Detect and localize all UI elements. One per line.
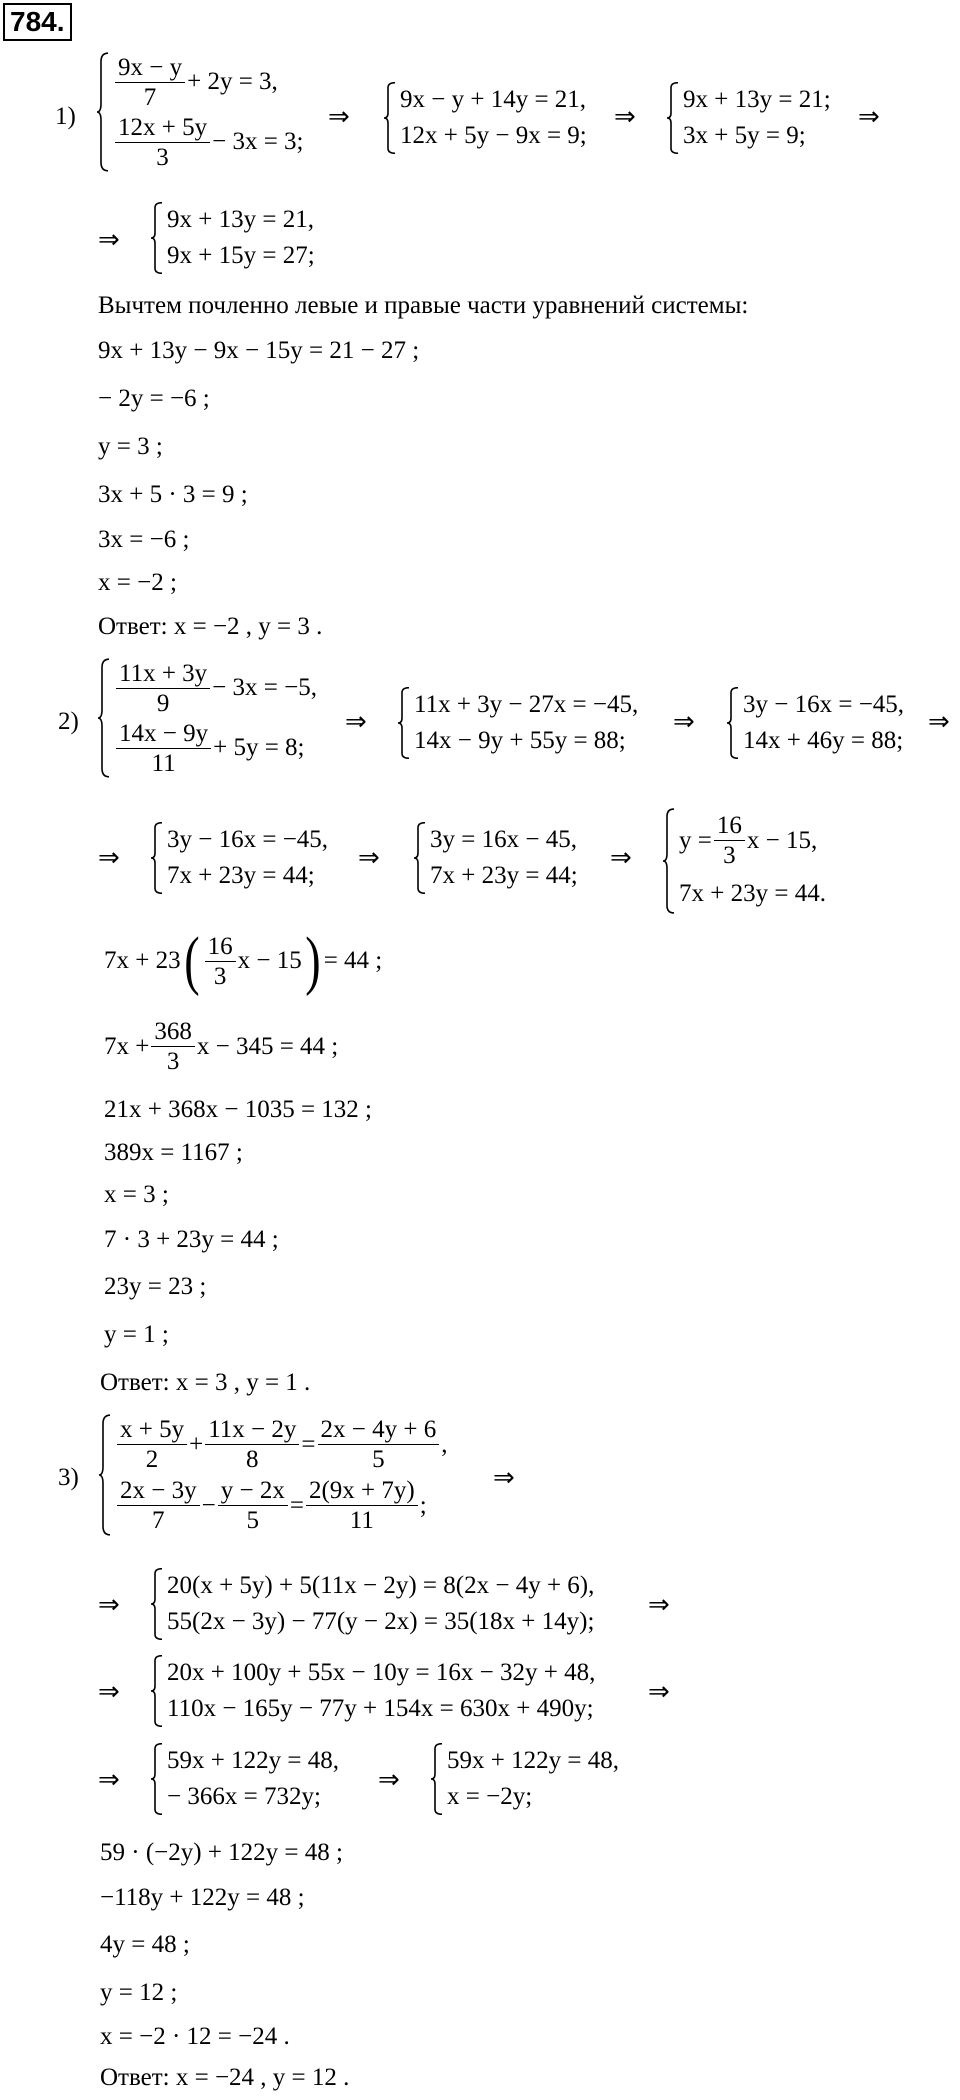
- brace-icon: [98, 1414, 112, 1536]
- brace-icon: [150, 1655, 164, 1727]
- part-2-label: 2): [58, 708, 79, 735]
- implies-arrow: ⇒: [648, 1677, 670, 1707]
- p2-system-1: [97, 658, 317, 778]
- p2-s5-row-2: 7x + 23y = 44;: [430, 862, 578, 889]
- p3-system-2: [150, 1568, 594, 1640]
- p3-s4-row-1: 59x + 122y = 48,: [167, 1747, 339, 1774]
- p2-s3-row-2: 14x + 46y = 88;: [743, 727, 904, 754]
- p1-answer: Ответ: x = −2 , y = 3 .: [98, 613, 323, 640]
- p3-s2-row-1: 20(x + 5y) + 5(11x − 2y) = 8(2x − 4y + 6),: [167, 1572, 595, 1599]
- p1-s1-row-2: 12x + 5y 3 − 3x = 3;: [113, 113, 304, 172]
- p1-step-6: x = −2 ;: [98, 569, 177, 596]
- part-1-label: 1): [55, 103, 76, 130]
- brace-icon: [150, 822, 164, 894]
- p2-system-6: [662, 808, 826, 914]
- p1-step-2: − 2y = −6 ;: [98, 385, 210, 412]
- brace-icon: [97, 658, 111, 778]
- p2-s2-row-1: 11x + 3y − 27x = −45,: [414, 691, 639, 718]
- p1-system-2: [383, 82, 587, 154]
- p2-step-5: 23y = 23 ;: [104, 1273, 207, 1300]
- p1-s4-row-1: 9x + 13y = 21,: [167, 206, 314, 233]
- p1-step-4: 3x + 5 · 3 = 9 ;: [98, 481, 248, 508]
- p3-s4-row-2: − 366x = 732y;: [167, 1783, 321, 1810]
- p1-explanation-text: Вычтем почленно левые и правые части уравнений системы:: [98, 292, 749, 319]
- implies-arrow: ⇒: [98, 1765, 120, 1795]
- implies-arrow: ⇒: [98, 1677, 120, 1707]
- p2-s6-row-1: y = $\frac{16}{3}$ x − 15,: [679, 812, 818, 870]
- brace-icon: [397, 687, 411, 759]
- brace-icon: [150, 1568, 164, 1640]
- implies-arrow: ⇒: [858, 102, 880, 132]
- p1-s4-row-2: 9x + 15y = 27;: [167, 242, 315, 269]
- p2-s1-row-1: 11x + 3y 9 − 3x = −5,: [114, 659, 317, 718]
- p2-answer: Ответ: x = 3 , y = 1 .: [100, 1369, 311, 1396]
- implies-arrow: ⇒: [98, 225, 120, 255]
- p3-system-3: [150, 1655, 595, 1727]
- p3-step-1: 59 · (−2y) + 122y = 48 ;: [100, 1839, 343, 1866]
- p2-s4-row-2: 7x + 23y = 44;: [167, 862, 315, 889]
- implies-arrow: ⇒: [648, 1590, 670, 1620]
- brace-icon: [150, 1743, 164, 1815]
- brace-icon: [662, 808, 676, 914]
- part-3-label: 3): [58, 1464, 79, 1491]
- brace-icon: [726, 687, 740, 759]
- p3-step-5: x = −2 · 12 = −24 .: [100, 2023, 290, 2050]
- p2-eq-1: 7x + 23 ( 16 3 x − 15 ) = 44 ;: [104, 924, 383, 997]
- p2-step-6: y = 1 ;: [104, 1321, 169, 1348]
- p3-s3-row-2: 110x − 165y − 77y + 154x = 630x + 490y;: [167, 1695, 594, 1722]
- implies-arrow: ⇒: [378, 1765, 400, 1795]
- implies-arrow: ⇒: [673, 707, 695, 737]
- p2-system-2: [397, 687, 638, 759]
- p3-step-3: 4y = 48 ;: [100, 1931, 190, 1958]
- p3-answer: Ответ: x = −24 , y = 12 .: [100, 2064, 350, 2091]
- implies-arrow: ⇒: [98, 843, 120, 873]
- p2-step-1: 21x + 368x − 1035 = 132 ;: [104, 1096, 372, 1123]
- p3-s5-row-2: x = −2y;: [447, 1783, 533, 1810]
- p3-system-1: [98, 1414, 447, 1536]
- implies-arrow: ⇒: [358, 843, 380, 873]
- p2-step-2: 389x = 1167 ;: [104, 1139, 243, 1166]
- p1-s1-row-1: 9x − y 7 + 2y = 3,: [113, 53, 304, 112]
- p3-s1-row-2: 2x − 3y 7 − $\frac{y - 2x}{5}$ = $\frac{2(9x + 7y)}{11}$ ;: [115, 1476, 447, 1535]
- brace-icon: [413, 822, 427, 894]
- p3-s5-row-1: 59x + 122y = 48,: [447, 1747, 619, 1774]
- p3-s3-row-1: 20x + 100y + 55x − 10y = 16x − 32y + 48,: [167, 1659, 596, 1686]
- p2-s3-row-1: 3y − 16x = −45,: [743, 691, 905, 718]
- implies-arrow: ⇒: [614, 102, 636, 132]
- p2-eq-2: 7x + $\frac{368}{3}$ x − 345 = 44 ;: [104, 1018, 339, 1075]
- p2-s2-row-2: 14x − 9y + 55y = 88;: [414, 727, 626, 754]
- p2-s4-row-1: 3y − 16x = −45,: [167, 826, 329, 853]
- p2-s6-row-2: 7x + 23y = 44.: [679, 879, 826, 907]
- p1-step-1: 9x + 13y − 9x − 15y = 21 − 27 ;: [98, 337, 420, 364]
- p1-step-3: y = 3 ;: [98, 433, 163, 460]
- p3-step-2: −118y + 122y = 48 ;: [100, 1884, 305, 1911]
- implies-arrow: ⇒: [928, 707, 950, 737]
- p2-s1-row-2: 14x − 9y 11 + 5y = 8;: [114, 719, 317, 778]
- p2-s5-row-1: 3y = 16x − 45,: [430, 826, 577, 853]
- p1-s2-row-2: 12x + 5y − 9x = 9;: [400, 122, 587, 149]
- brace-icon: [383, 82, 397, 154]
- p1-system-1: [96, 52, 304, 172]
- p3-system-4: [150, 1743, 339, 1815]
- p1-s3-row-1: 9x + 13y = 21;: [683, 86, 831, 113]
- implies-arrow: ⇒: [345, 707, 367, 737]
- p1-system-3: [666, 82, 831, 154]
- p2-step-3: x = 3 ;: [104, 1181, 169, 1208]
- p3-s2-row-2: 55(2x − 3y) − 77(y − 2x) = 35(18x + 14y);: [167, 1608, 595, 1635]
- p2-step-4: 7 · 3 + 23y = 44 ;: [104, 1226, 279, 1253]
- implies-arrow: ⇒: [493, 1463, 515, 1493]
- implies-arrow: ⇒: [610, 843, 632, 873]
- brace-icon: [666, 82, 680, 154]
- p2-system-4: [150, 822, 328, 894]
- p3-system-5: [430, 1743, 619, 1815]
- problem-number: 784.: [3, 3, 72, 41]
- p3-step-4: y = 12 ;: [100, 1979, 178, 2006]
- p1-step-5: 3x = −6 ;: [98, 526, 190, 553]
- p3-s1-row-1: x + 5y 2 + $\frac{11x - 2y}{8}$ = $\frac{2x - 4y + 6}{5}$ ,: [115, 1415, 447, 1474]
- implies-arrow: ⇒: [98, 1590, 120, 1620]
- p1-s3-row-2: 3x + 5y = 9;: [683, 122, 806, 149]
- p2-system-5: [413, 822, 578, 894]
- p1-s2-row-1: 9x − y + 14y = 21,: [400, 86, 587, 113]
- implies-arrow: ⇒: [328, 102, 350, 132]
- brace-icon: [96, 52, 110, 172]
- p2-system-3: [726, 687, 904, 759]
- p1-system-4: [150, 202, 315, 274]
- brace-icon: [430, 1743, 444, 1815]
- brace-icon: [150, 202, 164, 274]
